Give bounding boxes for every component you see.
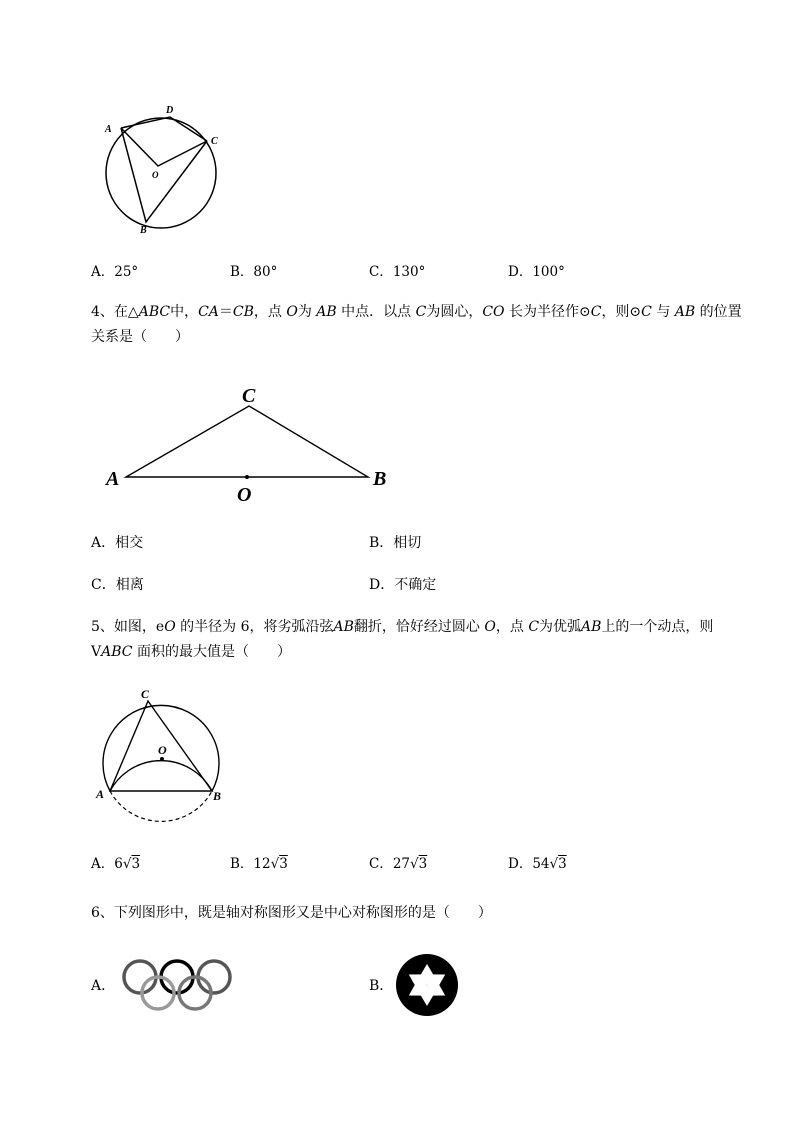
q4-triangle (126, 406, 368, 477)
option-root: 3 (279, 856, 288, 872)
q4-question-line1 (91, 302, 742, 322)
q4-triangle-figure (100, 378, 400, 508)
q6-question (91, 903, 492, 923)
option-letter: C． (91, 577, 116, 593)
option-text: 80° (253, 264, 278, 280)
option-coef: 6 (114, 856, 123, 872)
question-number: 4、 (91, 304, 114, 320)
q4-label-c: C (242, 385, 256, 407)
triangle-symbol: V (91, 644, 102, 660)
text: 的位置 (695, 304, 742, 320)
math-ab: AB (674, 304, 696, 320)
sqrt-sign: √ (270, 856, 280, 872)
option-letter: D． (508, 856, 533, 872)
option-text: 相离 (115, 577, 144, 593)
text: 中点．以点 (336, 304, 416, 320)
option-coef: 27 (392, 856, 411, 872)
option-root: 3 (558, 856, 567, 872)
q3-label-d: D (166, 105, 174, 116)
text: ，则⊙ (601, 304, 642, 320)
q3-label-c: C (211, 136, 218, 147)
math-c: C (528, 619, 540, 635)
math-co: CO (482, 304, 505, 320)
q5-option-d[interactable] (508, 854, 567, 874)
q4-label-b: B (373, 468, 387, 490)
q4-label-a: A (106, 468, 120, 490)
math-c: C (415, 304, 427, 320)
math-ab: AB (333, 619, 354, 635)
option-letter: C． (369, 264, 393, 280)
option-text: 130° (392, 264, 426, 280)
text: 为优弧 (539, 619, 582, 635)
olympic-rings-icon (118, 956, 238, 1016)
text: 下列图形中，既是轴对称图形又是中心对称图形的是（ ） (113, 905, 492, 921)
q5-option-a[interactable] (91, 854, 140, 874)
option-letter: B． (230, 264, 254, 280)
q3-option-b[interactable] (230, 262, 277, 282)
question-number: 5、 (91, 619, 114, 635)
option-letter: A． (91, 978, 116, 994)
text: 与 (651, 304, 675, 320)
math-abc: ABC (101, 644, 133, 660)
q5-option-c[interactable] (369, 854, 427, 874)
text: 长为半径作⊙ (504, 304, 591, 320)
q4-option-a[interactable] (91, 533, 143, 553)
q3-label-b: B (140, 225, 147, 236)
option-letter: D． (369, 577, 395, 593)
option-letter: D． (508, 264, 533, 280)
q3-radii (121, 128, 207, 166)
q6-option-b[interactable] (369, 976, 393, 996)
q5-label-o: O (158, 743, 167, 757)
q3-option-a[interactable] (91, 262, 138, 282)
circle-symbol: e (155, 619, 165, 635)
option-letter: A． (91, 535, 116, 551)
q5-option-b[interactable] (230, 854, 288, 874)
option-letter: B． (230, 856, 254, 872)
math-o: O (164, 619, 176, 635)
q4-midpoint-o (245, 475, 249, 479)
text: 面积的最大值是（ ） (132, 644, 291, 660)
math-c: C (590, 304, 602, 320)
q5-folded-arc (110, 761, 212, 791)
option-text: 25° (114, 264, 139, 280)
text: ，点 (253, 304, 287, 320)
q4-question-line2: 关系是（ ） (91, 329, 189, 345)
q5-question-line2 (91, 642, 291, 662)
q3-label-o: O (152, 170, 159, 180)
q3-circle-figure (96, 98, 236, 238)
option-root: 3 (418, 856, 428, 872)
math-ca: CA (198, 304, 219, 320)
question-number: 6、 (91, 905, 114, 921)
q5-minor-arc-dashed (110, 791, 212, 821)
option-text: 100° (532, 264, 565, 280)
math-cb: CB (232, 304, 254, 320)
option-text: 相切 (393, 535, 422, 551)
text: 如图， (113, 619, 156, 635)
q4-option-d[interactable] (369, 575, 436, 595)
q6-option-a[interactable] (91, 976, 115, 996)
q5-label-a: A (96, 787, 105, 801)
math-ab: AB (581, 619, 602, 635)
text: 在△ (113, 304, 139, 320)
q3-option-d[interactable] (508, 262, 565, 282)
option-letter: A． (91, 856, 115, 872)
math-eq: ＝ (218, 304, 233, 320)
option-text: 不确定 (394, 577, 437, 593)
option-letter: B． (369, 535, 394, 551)
text: 为 (297, 304, 317, 320)
snowflake-star-icon (392, 950, 462, 1020)
q4-option-b[interactable] (369, 533, 421, 553)
text: ，点 (495, 619, 529, 635)
q5-label-c: C (141, 687, 150, 701)
math-ab: AB (316, 304, 337, 320)
option-letter: C． (369, 856, 393, 872)
q5-circle-figure (92, 682, 237, 827)
option-text: 相交 (115, 535, 144, 551)
math-abc: ABC (138, 304, 171, 320)
math-o: O (484, 619, 496, 635)
q3-option-c[interactable] (369, 262, 425, 282)
option-coef: 54 (532, 856, 550, 872)
sqrt-sign: √ (549, 856, 559, 872)
option-coef: 12 (253, 856, 271, 872)
sqrt-sign: √ (122, 856, 132, 872)
q5-label-b: B (213, 789, 222, 803)
text: 翻折，恰好经过圆心 (353, 619, 485, 635)
text: 为圆心， (426, 304, 483, 320)
text: 的半径为 6，将劣弧沿弦 (175, 619, 334, 635)
q3-label-a: A (105, 124, 112, 135)
text: 中， (170, 304, 199, 320)
math-c: C (641, 304, 652, 320)
q4-label-o: O (237, 484, 252, 506)
option-letter: B． (369, 978, 394, 994)
q5-center-o (160, 757, 164, 761)
q5-question-line1 (91, 617, 713, 637)
ring-3 (198, 961, 230, 993)
option-root: 3 (131, 856, 141, 872)
math-o: O (286, 304, 298, 320)
q4-option-c[interactable] (91, 575, 144, 595)
option-letter: A． (91, 264, 115, 280)
text: 上的一个动点，则 (601, 619, 714, 635)
sqrt-sign: √ (410, 856, 419, 872)
